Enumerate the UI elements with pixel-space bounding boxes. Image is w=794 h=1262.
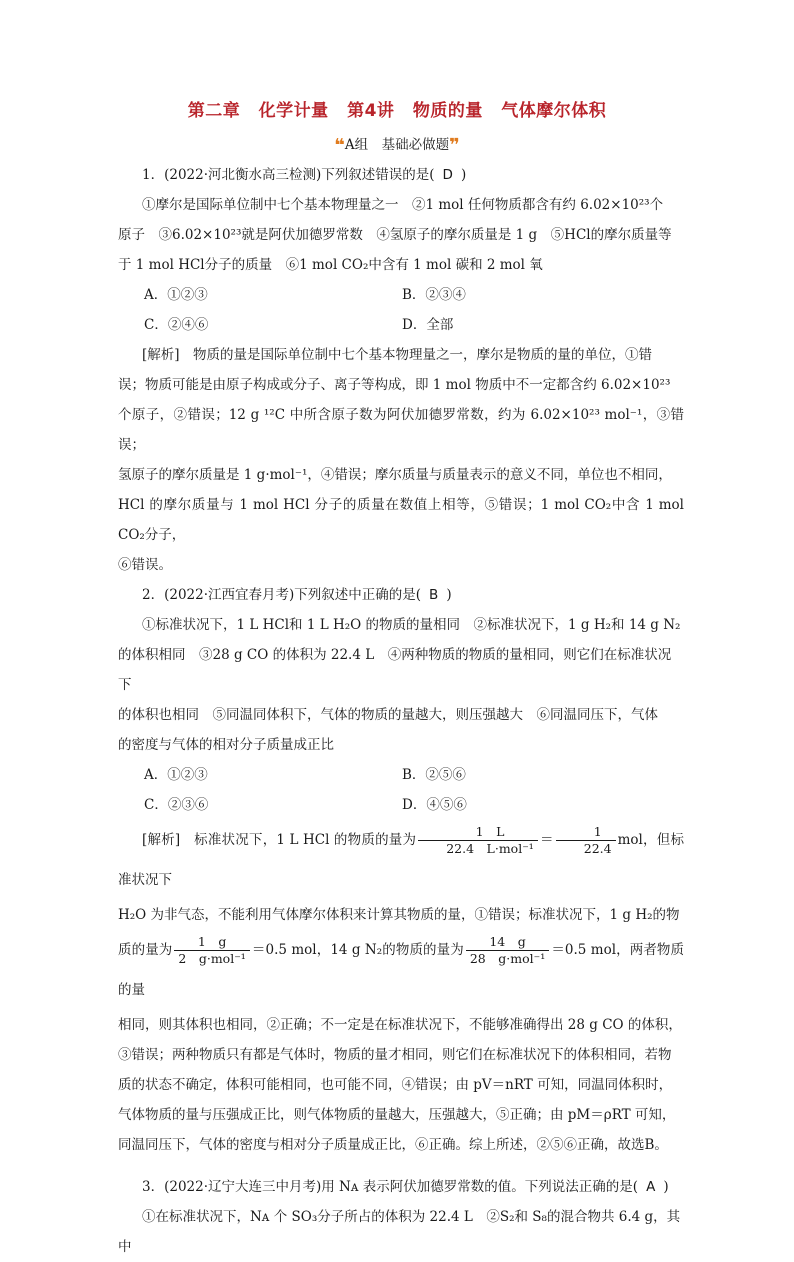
question-1-answer: D [442,167,453,183]
option-d: D．全部 [402,317,454,333]
question-2-options-row [118,760,684,790]
group-banner [0,133,794,156]
content [118,160,684,1262]
question-2-line: ①标准状况下，1 L HCl和 1 L H₂O 的物质的量相同 ②标准状况下，1 g H₂和 14 g N₂ [142,617,681,633]
option-c: C．②③⑥ [144,797,209,813]
option-a: A．①②③ [144,287,208,303]
question-3-answer: A [646,1179,656,1195]
option-d: D．④⑤⑥ [402,797,467,813]
option-b: B．②③④ [402,287,466,303]
option-c: C．②④⑥ [144,317,209,333]
page-title [0,96,794,121]
lesson-subtitle: 气体摩尔体积 [501,101,607,121]
question-2-head: 2．(2022·江西宜春月考)下列叙述中正确的是( B ) [142,587,452,603]
question-1-options-row [118,280,684,310]
question-2-line: 的密度与气体的相对分子质量成正比 [118,737,334,753]
lesson-label: 第4讲 [347,101,395,121]
question-1-line: 于 1 mol HCl分子的质量 ⑥1 mol CO₂中含有 1 mol 碳和 2 mol 氧 [118,257,543,273]
fraction: $\frac{14 g}{\text{28 g·mol⁻¹}}$ [466,934,549,967]
option-a: A．①②③ [144,767,208,783]
question-1-analysis: [解析] 物质的量是国际单位制中七个基本物理量之一，摩尔是物质的量的单位，①错 误；物质可能是由原子构成或分子、离子等构成，即 1 mol 物质中不一定都含约 6.02×10²³ 个原子，②错误；12 g ¹²C 中所含原子数为阿伏加德罗常数，约为 6.02×10²³ mol⁻¹，③错误； 氢原子的摩尔质量是 1 g·mol⁻¹，④错误；摩尔质量与质量表示的意义不同，单位也不相同， HCl 的摩尔质量与 1 mol HCl 分子的质量在数值上相等，⑤错误；1 mol CO₂中含 1 mol CO₂分子， ⑥错误。 [118,347,684,573]
question-2-options-row [118,790,684,820]
question-1-options-row [118,310,684,340]
fraction: $\frac{1}{22.4}$ [556,824,616,857]
fraction: $\frac{1 g}{\text{2 g·mol⁻¹}}$ [174,934,249,967]
topic-label: 化学计量 [258,101,329,121]
question-2-analysis: [解析] 标准状况下，1 L HCl 的物质的量为 $\frac{1 L}{\text{22.4 L·mol⁻¹}}$ ＝ $\frac{1}{22.4}$ mol，但标准状况下 H₂O 为非气态，不能利用气体摩尔体积来计算其物质的量，①错误；标准状况下，1 g H₂的物 质的量为 $\frac{1 g}{\text{2 g·mol⁻¹}}$ ＝0.5 mol，14 g N₂的物质的量为 $\frac{14 g}{\text{28 g·mol⁻¹}}$ ＝0.5 mol，两者物质的量 相同，则其体积也相同，②正确；不一定是在标准状况下，不能够准确得出 28 g CO 的体积， ③错误；两种物质只有都是气体时，物质的量才相同，则它们在标准状况下的体积相同，若物 质的状态不确定，体积可能相同，也可能不同，④错误；由 pV＝nRT 可知，同温同体积时， 气体物质的量与压强成正比，则气体物质的量越大，压强越大，⑤正确；由 pM＝ρRT 可知， 同温同压下，气体的密度与相对分子质量成正比，⑥正确。综上所述，②⑤⑥正确，故选B。 [118,824,685,1153]
question-1-line: ①摩尔是国际单位制中七个基本物理量之一 ②1 mol 任何物质都含有约 6.02×10²³个 [142,197,664,213]
question-3-head: 3．(2022·辽宁大连三中月考)用 Nᴀ 表示阿伏加德罗常数的值。下列说法正确的是( A ) [142,1179,669,1195]
question-1-head: 1．(2022·河北衡水高三检测)下列叙述错误的是( D ) [142,167,467,183]
fraction: $\frac{1 L}{\text{22.4 L·mol⁻¹}}$ [418,824,538,857]
lesson-title: 物质的量 [412,101,483,121]
option-b: B．②⑤⑥ [402,767,466,783]
question-2-line: 的体积相同 ③28 g CO 的体积为 22.4 L ④两种物质的物质的量相同，则它们在标准状况下 [118,647,672,693]
question-1-line: 原子 ③6.02×10²³就是阿伏加德罗常数 ④氢原子的摩尔质量是 1 g ⑤HCl的摩尔质量等 [118,227,672,243]
question-3-line: ①在标准状况下，Nᴀ 个 SO₃分子所占的体积为 22.4 L ②S₂和 S₈的混合物共 6.4 g，其中 [118,1209,681,1255]
close-quote-icon: ❞ [449,135,460,156]
question-2-answer: B [429,587,439,603]
group-banner-text: A组 基础必做题 [344,137,450,153]
chapter-label: 第二章 [187,101,241,121]
open-quote-icon: ❝ [334,135,345,156]
question-2-line: 的体积也相同 ⑤同温同体积下，气体的物质的量越大，则压强越大 ⑥同温同压下，气体 [118,707,658,723]
